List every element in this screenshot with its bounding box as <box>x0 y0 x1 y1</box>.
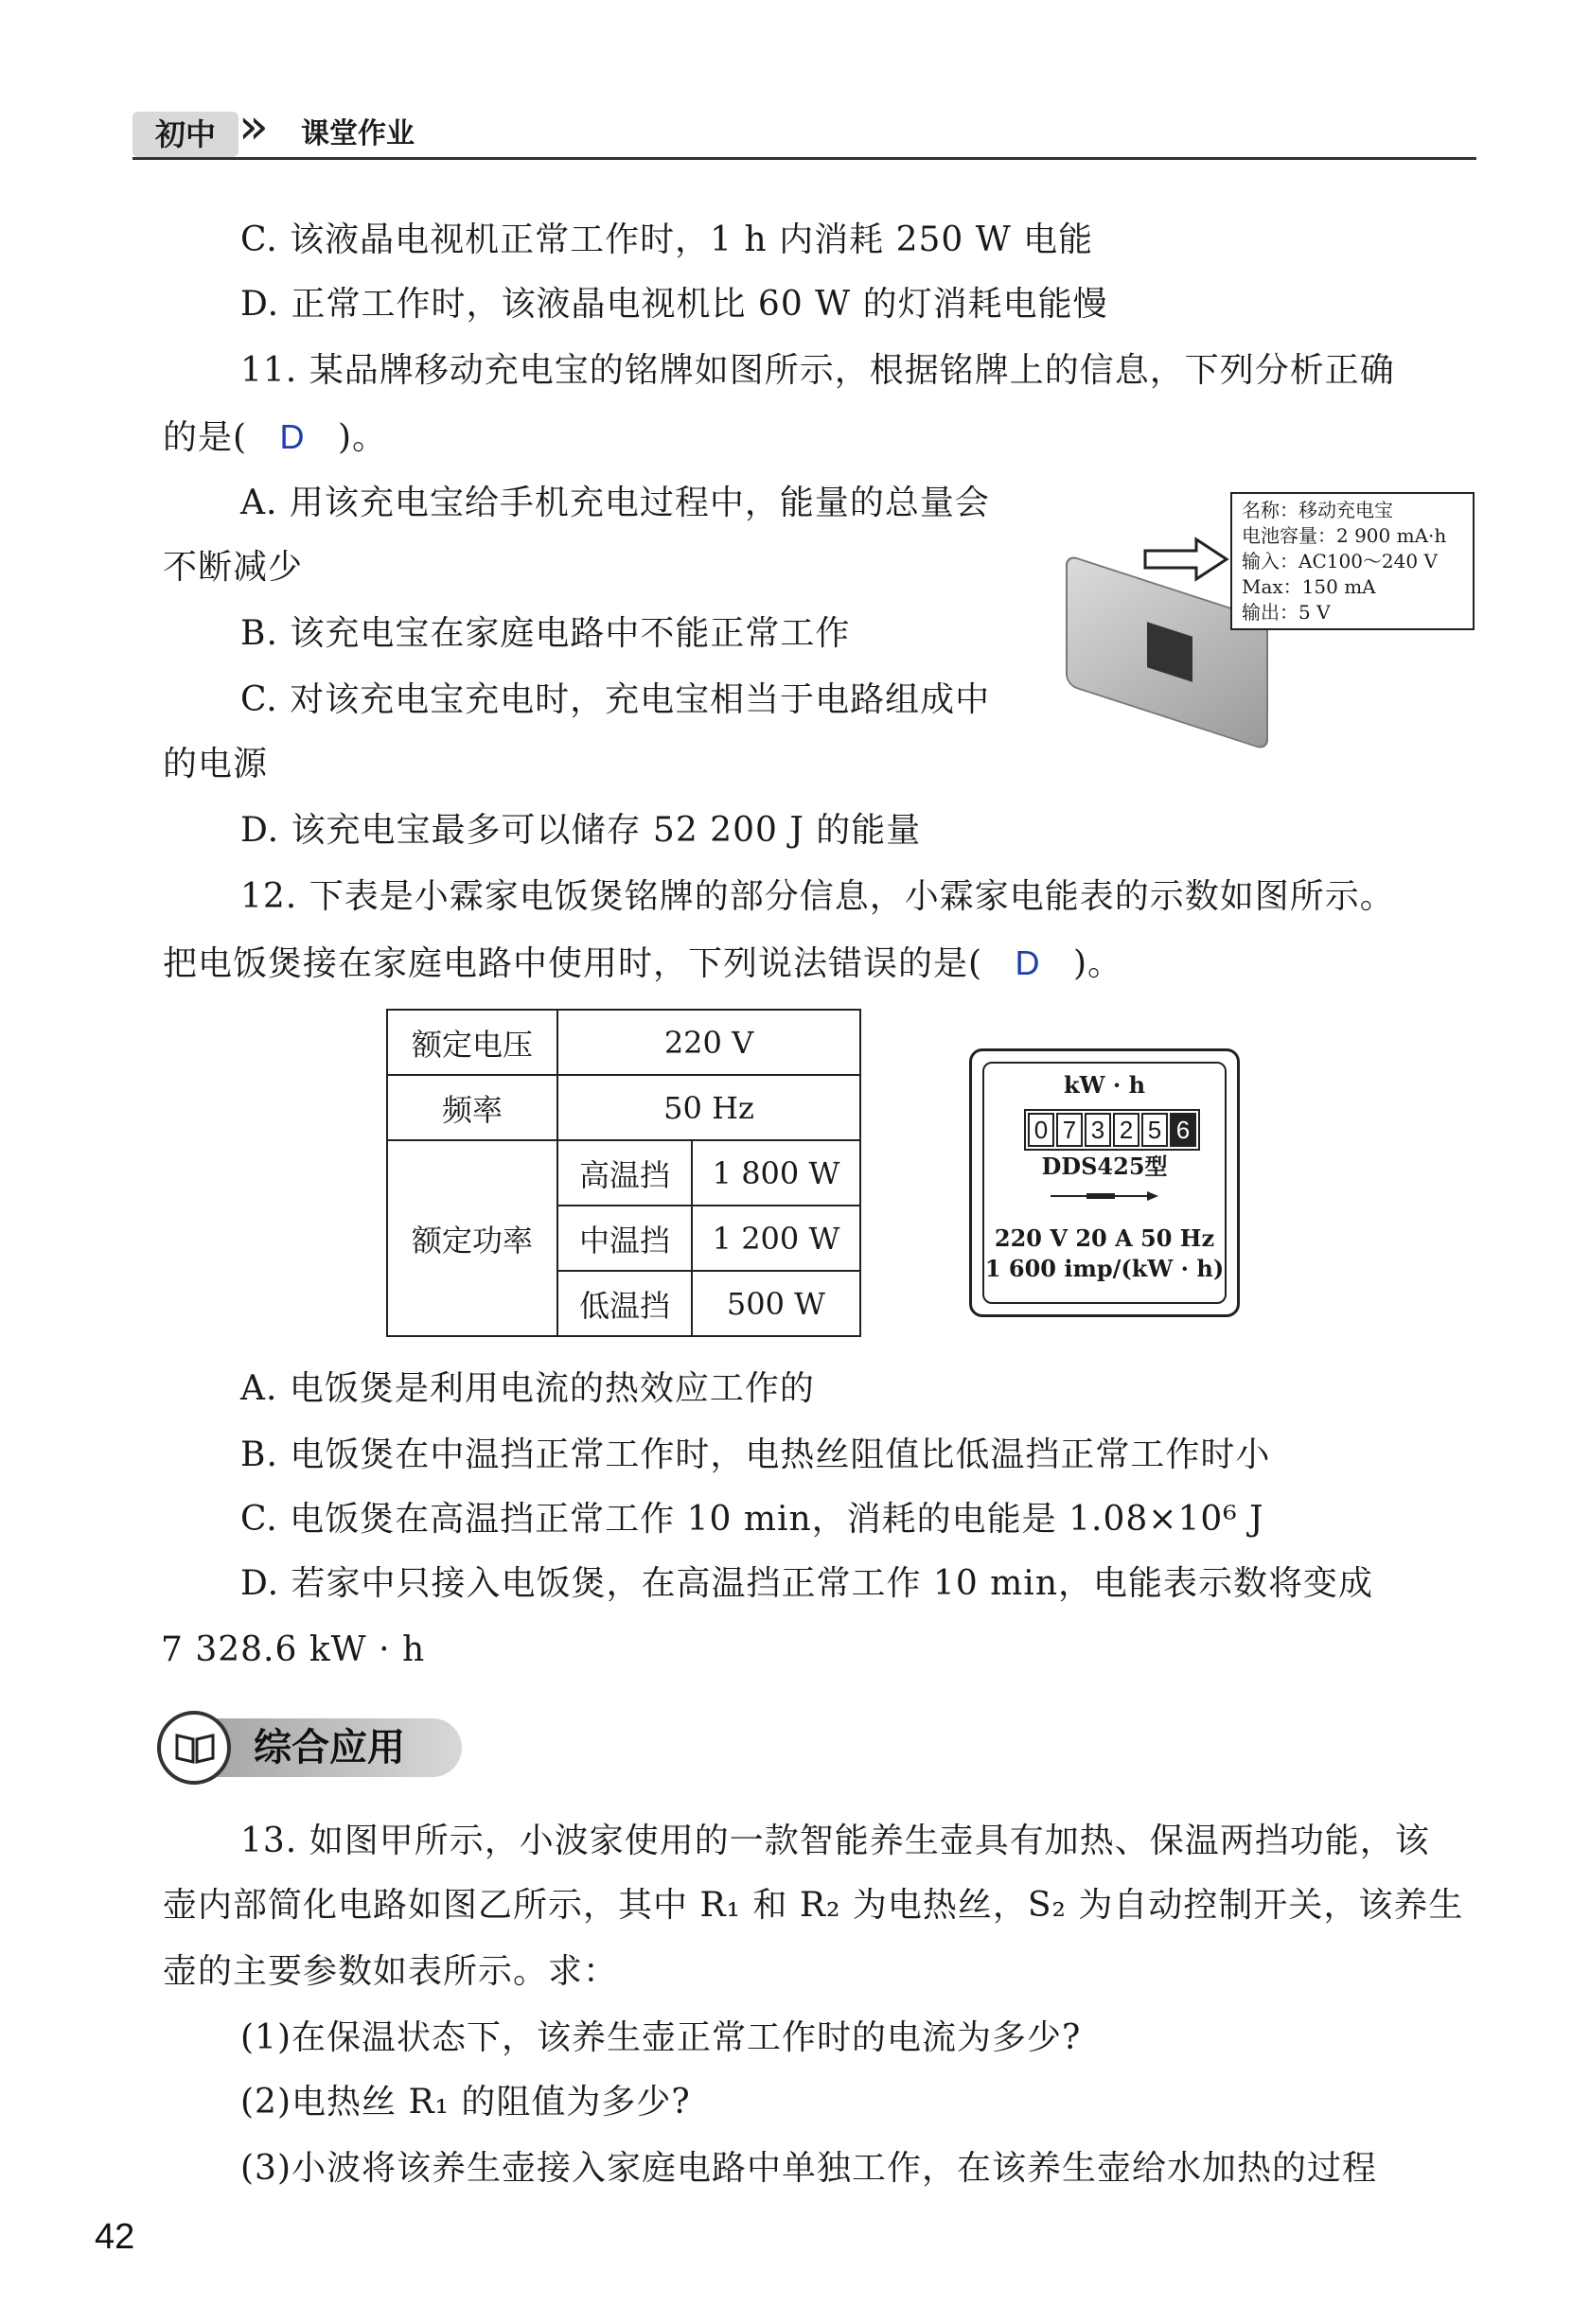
q11-option-d: D. 该充电宝最多可以储存 52 200 J 的能量 <box>240 811 922 850</box>
arrow-right-icon <box>1143 536 1230 583</box>
table-cell: 1 200 W <box>692 1206 860 1271</box>
q11-option-a-line1: A. 用该充电宝给手机充电过程中，能量的总量会 <box>240 484 990 522</box>
q12-stem-line1: 12. 下表是小霖家电饭煲铭牌的部分信息，小霖家电能表的示数如图所示。 <box>240 877 1395 916</box>
q12-option-a: A. 电饭煲是利用电流的热效应工作的 <box>240 1369 815 1408</box>
q11-option-c-line2: 的电源 <box>163 745 269 783</box>
q13-stem-line3: 壶的主要参数如表所示。求： <box>163 1952 619 1991</box>
q13-stem-line2: 壶内部简化电路如图乙所示，其中 R₁ 和 R₂ 为电热丝，S₂ 为自动控制开关，该养生 <box>163 1886 1464 1925</box>
q13-sub1: (1)在保温状态下，该养生壶正常工作时的电流为多少? <box>240 2018 1082 2057</box>
q12-stem-prefix: 把电饭煲接在家庭电路中使用时，下列说法错误的是( <box>163 944 983 983</box>
nameplate-line: 输出：5 V <box>1242 601 1331 624</box>
page-number: 42 <box>95 2217 135 2257</box>
q11-stem-line2 <box>163 416 387 459</box>
meter-spec-line2: 1 600 imp/(kW · h) <box>984 1255 1225 1282</box>
q11-answer: D <box>279 417 306 456</box>
q13-stem-line1: 13. 如图甲所示，小波家使用的一款智能养生壶具有加热、保温两挡功能，该 <box>240 1822 1430 1860</box>
q11-stem-line1: 11. 某品牌移动充电宝的铭牌如图所示，根据铭牌上的信息，下列分析正确 <box>240 351 1395 390</box>
q12-option-d-line2: 7 328.6 kW · h <box>161 1630 426 1669</box>
meter-digit-decimal: 6 <box>1170 1113 1196 1147</box>
table-cell: 额定功率 <box>387 1140 557 1336</box>
meter-digit: 7 <box>1056 1113 1083 1147</box>
q12-option-b: B. 电饭煲在中温挡正常工作时，电热丝阻值比低温挡正常工作时小 <box>240 1435 1271 1474</box>
table-cell: 高温挡 <box>557 1140 692 1206</box>
meter-spec-line1: 220 V 20 A 50 Hz <box>994 1224 1215 1252</box>
q11-option-b: B. 该充电宝在家庭电路中不能正常工作 <box>240 614 851 653</box>
nameplate-line: Max：150 mA <box>1242 575 1376 598</box>
q11-stem-prefix: 的是( <box>163 418 248 457</box>
q11-option-c-line1: C. 对该充电宝充电时，充电宝相当于电路组成中 <box>240 680 991 719</box>
meter-unit: kW · h <box>1063 1071 1146 1099</box>
meter-digit: 5 <box>1141 1113 1168 1147</box>
table-cell: 50 Hz <box>557 1075 860 1140</box>
meter-digit: 2 <box>1113 1113 1139 1147</box>
rice-cooker-spec-table <box>386 1009 861 1337</box>
q11-option-a-line2: 不断减少 <box>163 548 304 587</box>
q12-option-c: C. 电饭煲在高温挡正常工作 10 min，消耗的电能是 1.08×10⁶ J <box>240 1500 1264 1539</box>
meter-model: DDS425型 <box>1041 1153 1168 1180</box>
table-cell: 中温挡 <box>557 1206 692 1271</box>
table-cell: 低温挡 <box>557 1271 692 1336</box>
grade-badge: 初中 <box>132 112 238 157</box>
rotation-arrow-icon <box>1049 1188 1162 1204</box>
q12-answer: D <box>1015 943 1041 982</box>
header-title: 课堂作业 <box>301 118 415 150</box>
q12-stem-line2 <box>163 942 1122 985</box>
meter-digit: 3 <box>1085 1113 1111 1147</box>
q13-sub2: (2)电热丝 R₁ 的阻值为多少? <box>240 2083 691 2122</box>
table-cell: 额定电压 <box>387 1010 557 1075</box>
q11-stem-suffix: )。 <box>337 418 387 457</box>
open-book-icon <box>174 1730 216 1766</box>
table-cell: 220 V <box>557 1010 860 1075</box>
nameplate-line: 电池容量：2 900 mA·h <box>1242 524 1447 547</box>
table-cell: 500 W <box>692 1271 860 1336</box>
q10-option-d: D. 正常工作时，该液晶电视机比 60 W 的灯消耗电能慢 <box>240 285 1108 324</box>
q12-option-d-line1: D. 若家中只接入电饭煲，在高温挡正常工作 10 min，电能表示数将变成 <box>240 1564 1373 1603</box>
section-title: 综合应用 <box>254 1727 405 1769</box>
power-bank-nameplate <box>1230 492 1475 630</box>
q12-stem-suffix: )。 <box>1072 944 1122 983</box>
table-cell: 1 800 W <box>692 1140 860 1206</box>
nameplate-line: 输入：AC100～240 V <box>1242 550 1438 572</box>
double-chevron-icon: » <box>238 98 259 155</box>
nameplate-line: 名称：移动充电宝 <box>1242 499 1393 521</box>
meter-digit: 0 <box>1028 1113 1054 1147</box>
table-cell: 频率 <box>387 1075 557 1140</box>
q13-sub3: (3)小波将该养生壶接入家庭电路中单独工作，在该养生壶给水加热的过程 <box>240 2149 1377 2188</box>
q10-option-c: C. 该液晶电视机正常工作时，1 h 内消耗 250 W 电能 <box>240 220 1094 259</box>
meter-digits <box>1024 1109 1200 1151</box>
header-divider <box>132 157 1476 160</box>
